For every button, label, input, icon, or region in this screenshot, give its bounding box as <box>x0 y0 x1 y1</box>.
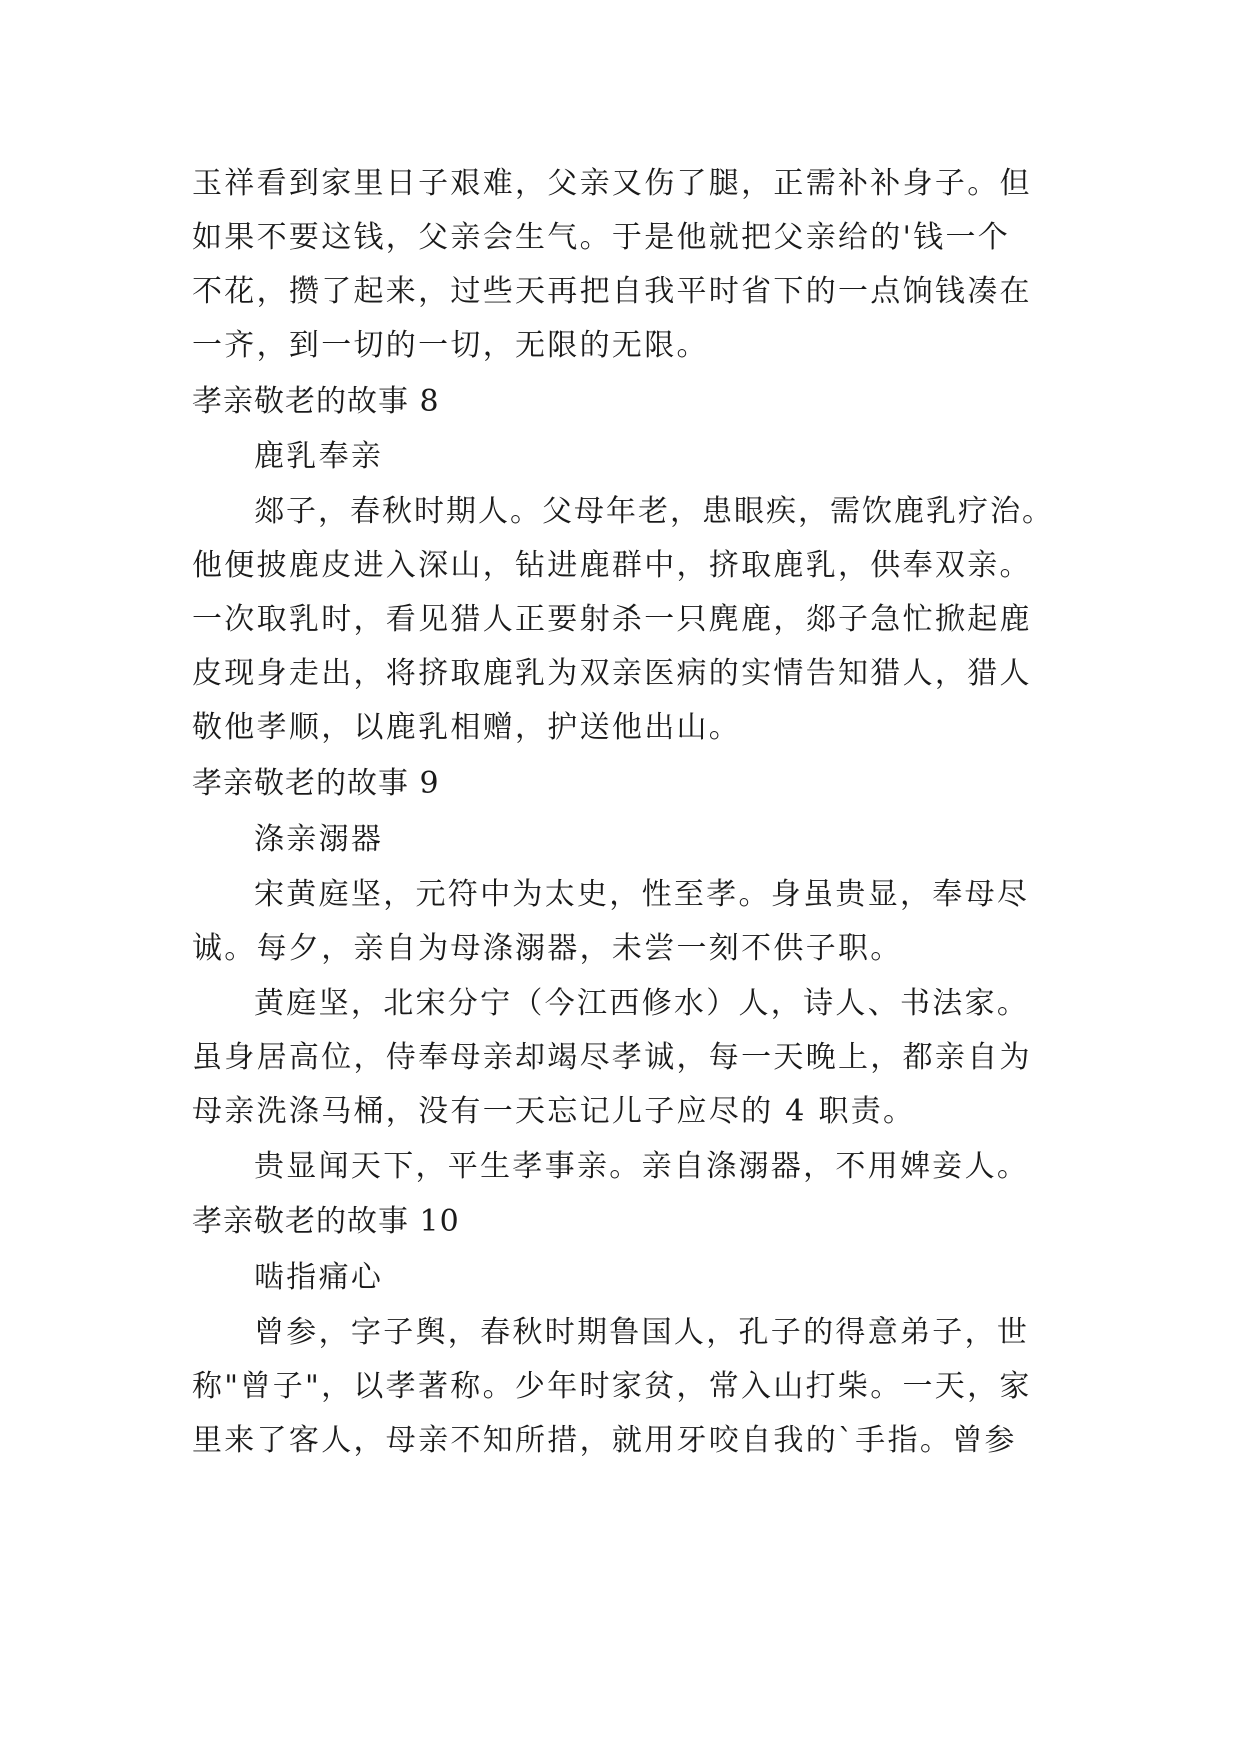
paragraph-line: 诚。每夕，亲自为母涤溺器，未尝一刻不供子职。 <box>192 931 903 966</box>
paragraph-line: 虽身居高位，侍奉母亲却竭尽孝诚，每一天晚上，都亲自为 <box>192 1040 1032 1075</box>
paragraph-line: 母亲洗涤马桶，没有一天忘记儿子应尽的 4 职责。 <box>192 1094 916 1129</box>
paragraph-line: 贵显闻天下，平生孝事亲。亲自涤溺器，不用婢妾人。 <box>254 1149 1030 1184</box>
paragraph-line: 称"曾子"，以孝著称。少年时家贫，常入山打柴。一天，家 <box>192 1369 1032 1404</box>
paragraph-line: 敬他孝顺，以鹿乳相赠，护送他出山。 <box>192 710 742 745</box>
paragraph-line: 不花，攒了起来，过些天再把自我平时省下的一点饷钱凑在 <box>192 274 1032 309</box>
paragraph-line: 黄庭坚，北宋分宁（今江西修水）人，诗人、书法家。 <box>254 986 1030 1021</box>
paragraph-line: 一齐，到一切的一切，无限的无限。 <box>192 328 709 363</box>
section-heading: 孝亲敬老的故事 10 <box>192 1204 460 1239</box>
paragraph-line: 皮现身走出，将挤取鹿乳为双亲医病的实情告知猎人，猎人 <box>192 656 1032 691</box>
paragraph-line: 一次取乳时，看见猎人正要射杀一只麂鹿，郯子急忙掀起鹿 <box>192 602 1032 637</box>
section-heading: 孝亲敬老的故事 9 <box>192 766 440 801</box>
story-title: 啮指痛心 <box>254 1260 384 1295</box>
paragraph-line: 郯子，春秋时期人。父母年老，患眼疾，需饮鹿乳疗治。 <box>254 494 1054 529</box>
paragraph-line: 玉祥看到家里日子艰难，父亲又伤了腿，正需补补身子。但 <box>192 166 1032 201</box>
paragraph-line: 曾参，字子舆，春秋时期鲁国人，孔子的得意弟子，世 <box>254 1315 1030 1350</box>
paragraph-line: 如果不要这钱，父亲会生气。于是他就把父亲给的'钱一个 <box>192 220 1011 255</box>
story-title: 鹿乳奉亲 <box>254 439 384 474</box>
paragraph-line: 里来了客人，母亲不知所措，就用牙咬自我的`手指。曾参 <box>192 1423 1017 1458</box>
paragraph-line: 宋黄庭坚，元符中为太史，性至孝。身虽贵显，奉母尽 <box>254 877 1030 912</box>
story-title: 涤亲溺器 <box>254 822 384 857</box>
paragraph-line: 他便披鹿皮进入深山，钻进鹿群中，挤取鹿乳，供奉双亲。 <box>192 548 1032 583</box>
section-heading: 孝亲敬老的故事 8 <box>192 384 440 419</box>
